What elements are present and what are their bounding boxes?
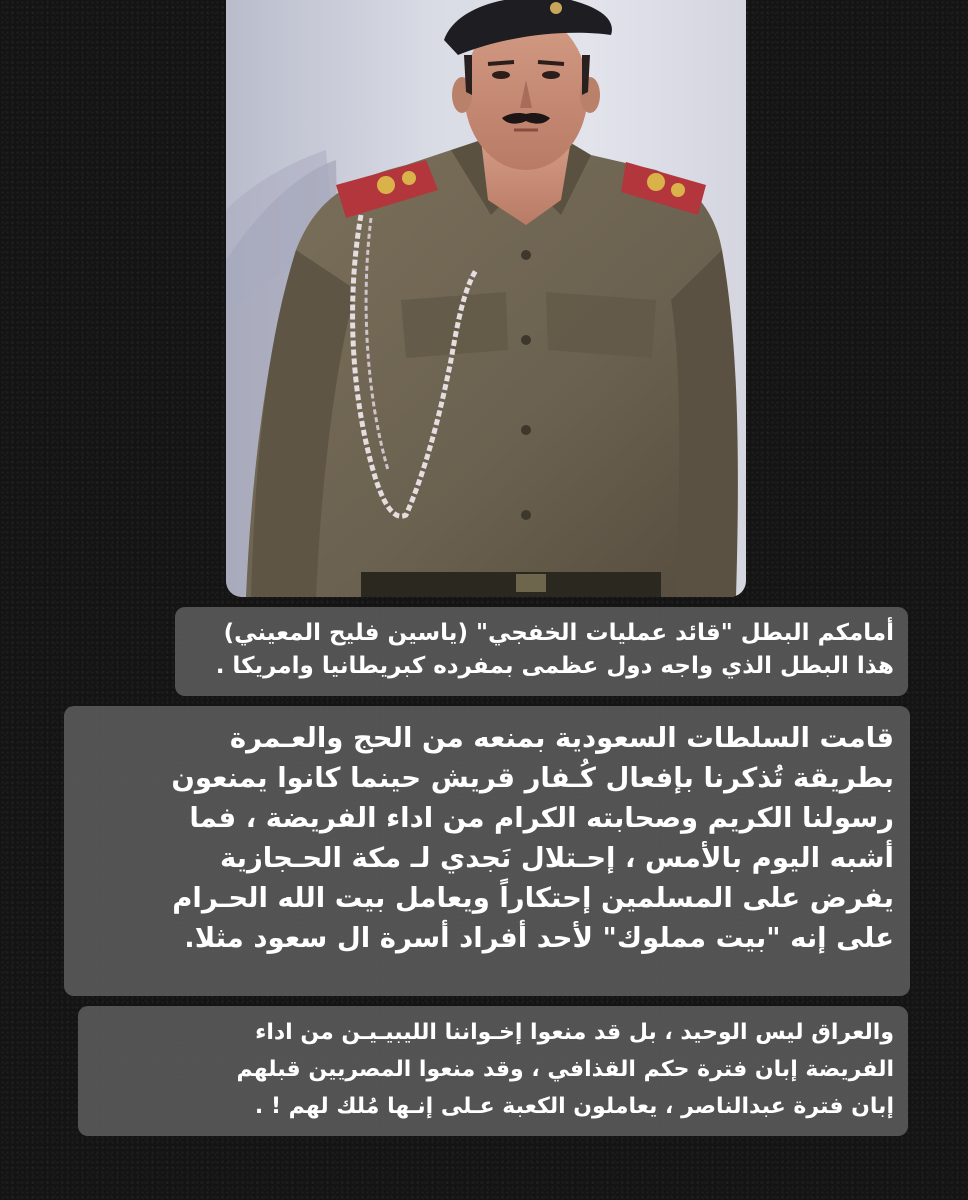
- caption-1-line-1: أمامكم البطل "قائد عمليات الخفجي" (ياسين فليح المعيني): [223, 620, 894, 646]
- caption-3-line-1: والعراق ليس الوحيد ، بل قد منعوا إخـواننا الليبيـيـن من اداء: [255, 1020, 894, 1045]
- caption-2-line-2: بطريقة تُذكرنا بإفعال كُـفار قريش حينما كانوا يمنعون: [171, 762, 894, 794]
- caption-2-line-4: أشبه اليوم بالأمس ، إحـتلال نَجدي لـ مكة الحـجازية: [219, 842, 894, 874]
- portrait-illustration: [226, 0, 746, 597]
- caption-2-line-5: يفرض على المسلمين إحتكاراً ويعامل بيت الله الحـرام: [172, 882, 894, 914]
- soldier-portrait-photo: [226, 0, 746, 597]
- caption-2-line-3: رسولنا الكريم وصحابته الكرام من اداء الفريضة ، فما: [189, 802, 894, 834]
- caption-2-line-6: على إنه "بيت مملوك" لأحد أفراد أسرة ال سعود مثلا.: [184, 922, 894, 954]
- caption-2-line-1: قامت السلطات السعودية بمنعه من الحج والعـمرة: [229, 722, 894, 754]
- caption-box-1: [175, 607, 908, 696]
- caption-1-line-2: هذا البطل الذي واجه دول عظمى بمفرده كبريطانيا وامريكا .: [215, 653, 894, 679]
- caption-3-line-2: الفريضة إبان فترة حكم القذافي ، وقد منعوا المصريين قبلهم: [236, 1057, 894, 1082]
- caption-box-3: [78, 1006, 908, 1136]
- caption-box-2: [64, 706, 910, 996]
- caption-3-line-3: إبان فترة عبدالناصر ، يعاملون الكعبة عـلى إنـها مُلك لهم ! .: [254, 1094, 894, 1119]
